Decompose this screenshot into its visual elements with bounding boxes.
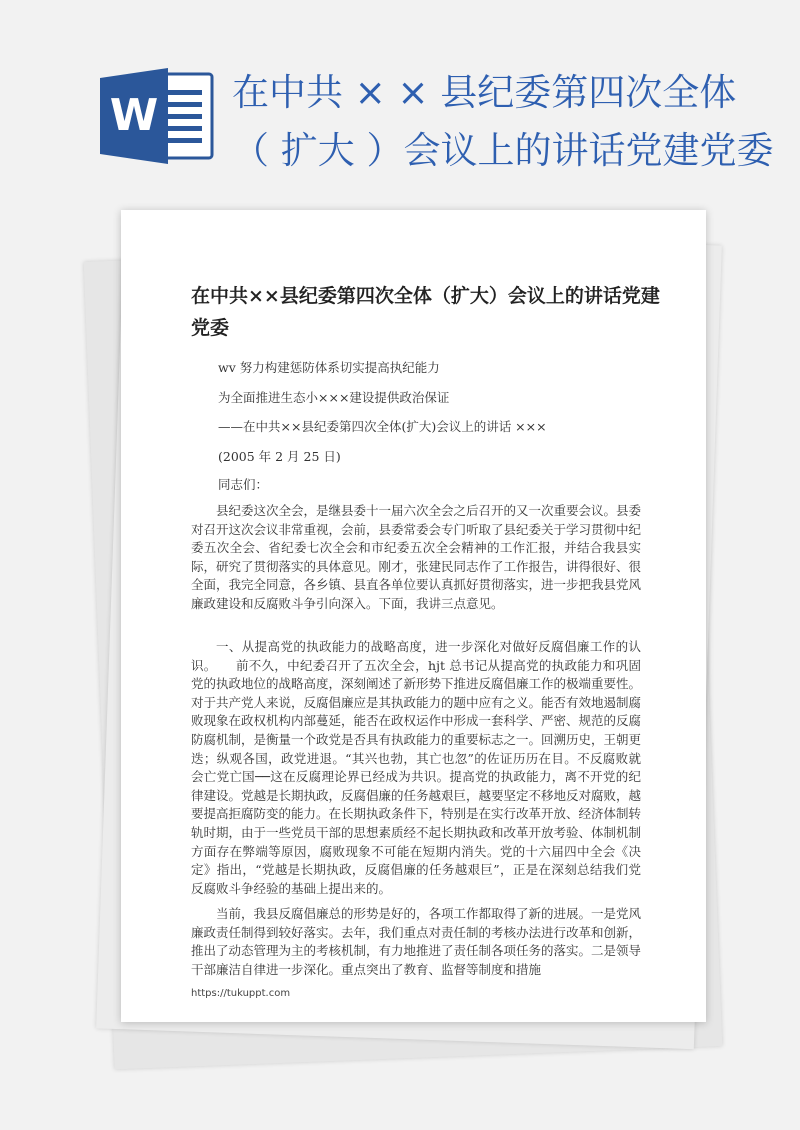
paragraph-1: 县纪委这次全会，是继县委十一届六次全会之后召开的又一次重要会议。县委对召开这次会议非常重视，会前，县委常委会专门听取了县纪委关于学习贯彻中纪委五次全会、省纪委七次全会和市纪委五次全会精神的工作汇报，并结合我县实际，研究了贯彻落实的具体意见。刚才，张建民同志作了工作报告，讲得很好、很全面，我完全同意，各乡镇、县直各单位要认真抓好贯彻落实，进一步把我县党风廉政建设和反腐败斗争引向深入。下面，我讲三点意见。	[191, 503, 642, 611]
document-title: 在中共××县纪委第四次全体（扩大）会议上的讲话党建党委	[191, 285, 660, 339]
source-url[interactable]: https://tukuppt.com	[191, 988, 291, 999]
banner-title-line-2: （ 扩大 ）会议上的讲话党建党委	[232, 129, 774, 172]
date-line: (2005 年 2 月 25 日)	[218, 449, 341, 464]
svg-text:W: W	[109, 90, 159, 141]
banner-title-line-1: 在中共 × × 县纪委第四次全体	[232, 71, 737, 114]
speaker-line: ——在中共××县纪委第四次全体(扩大)会议上的讲话 ×××	[218, 419, 547, 434]
salutation: 同志们：	[218, 477, 269, 492]
banner-title	[232, 64, 792, 180]
paragraph-2: 一、从提高党的执政能力的战略高度，进一步深化对做好反腐倡廉工作的认识。 前不久，中纪委召开了五次全会，hjt 总书记从提高党的执政能力和巩固党的执政地位的战略高度，深刻阐述了新形势下推进反腐倡廉工作的极端重要性。对于共产党人来说，反腐倡廉应是其执政能力的题中应有之义。能否有效地遏制腐败现象在政权机构内部蔓延，能否在政权运作中形成一套科学、严密、规范的反腐防腐机制，是衡量一个政党是否具有执政能力的重要标志之一。回溯历史，王朝更迭；纵观各国，政党进退。“其兴也勃，其亡也忽”的佐证历历在目。不反腐败就会亡党亡国──这在反腐理论界已经成为共识。提高党的执政能力，离不开党的纪律建设。党越是长期执政，反腐倡廉的任务越艰巨，越要坚定不移地反对腐败，越要提高拒腐防变的能力。在长期执政条件下，特别是在实行改革开放、经济体制转轨时期，由于一些党员干部的思想素质经不起长期执政和改革开放考验、体制机制方面存在弊端等原因，腐败现象不可能在短期内消失。党的十六届四中全会《决定》指出，“党越是长期执政，反腐倡廉的任务越艰巨”，正是在深刻总结我们党反腐败斗争经验的基础上提出来的。	[191, 639, 642, 896]
document-page	[121, 210, 706, 1022]
subtitle-line-1: wv 努力构建惩防体系切实提高执纪能力	[218, 360, 440, 375]
word-file-icon	[98, 66, 216, 166]
paragraph-3: 当前，我县反腐倡廉总的形势是好的，各项工作都取得了新的进展。一是党风廉政责任制得到较好落实。去年，我们重点对责任制的考核办法进行改革和创新，推出了动态管理为主的考核机制，有力地推进了责任制各项任务的落实。二是领导干部廉洁自律进一步深化。重点突出了教育、监督等制度和措施	[191, 906, 642, 977]
subtitle-line-2: 为全面推进生态小×××建设提供政治保证	[218, 390, 450, 405]
